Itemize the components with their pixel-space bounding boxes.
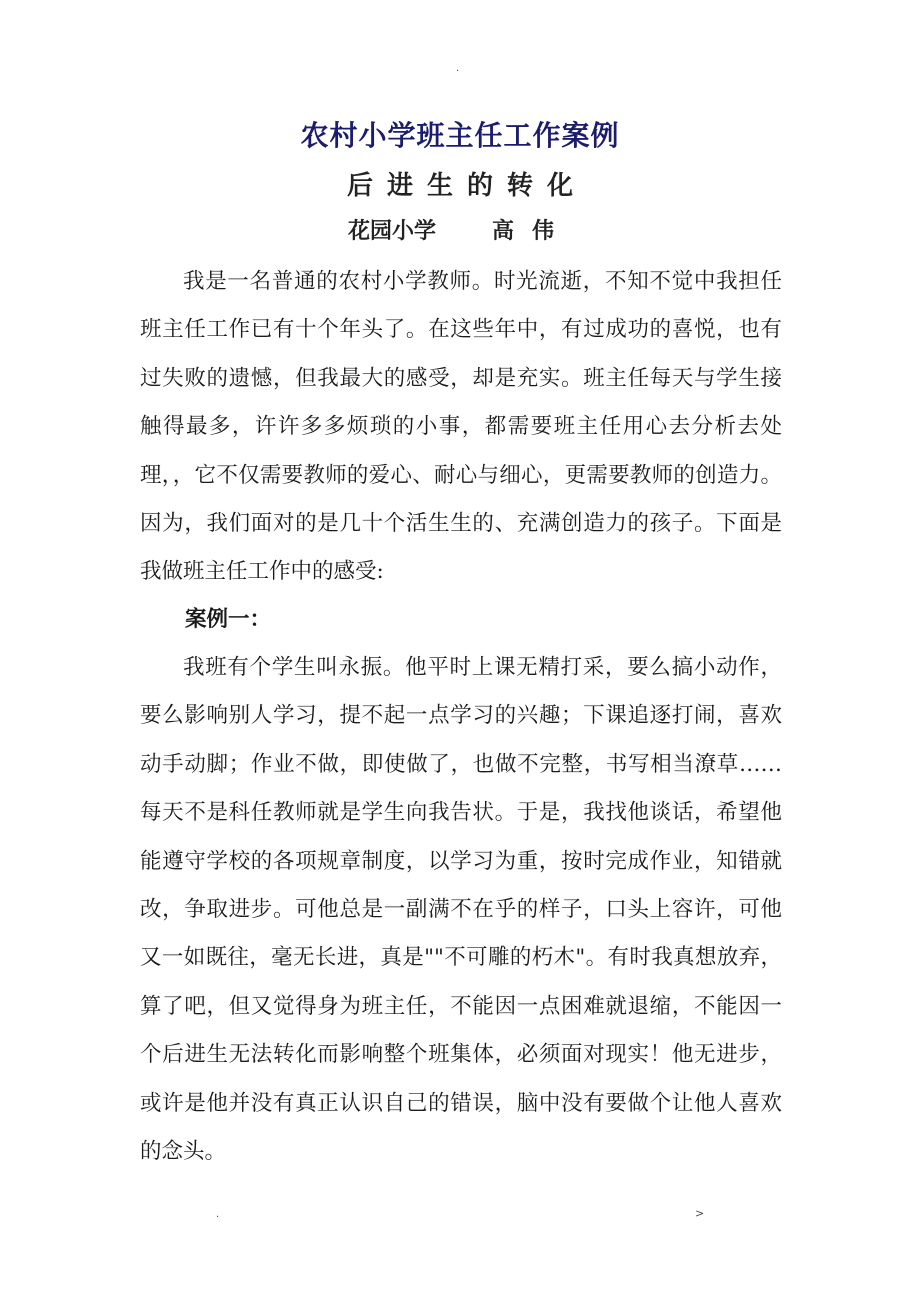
- footer-arrow-mark: >: [695, 1207, 705, 1220]
- byline: [0, 213, 920, 249]
- school-name: 花园小学: [347, 218, 436, 244]
- case-heading: 案例一：: [185, 607, 272, 632]
- document-title: 农村小学班主任工作案例: [300, 119, 620, 152]
- footer-dot-mark: .: [216, 1209, 220, 1220]
- intro-paragraph: 我是一名普通的农村小学教师。时光流逝，不知不觉中我担任班主任工作已有十个年头了。在这些年中，有过成功的喜悦，也有过失败的遗憾，但我最大的感受，却是充实。班主任每天与学生接触得最多，许许多多烦琐的小事，都需要班主任用心去分析去处理，，它不仅需要教师的爱心、耐心与细心，更需要教师的创造力。因为，我们面对的是几十个活生生的、充满创造力的孩子。下面是我做班主任工作中的感受:: [140, 269, 782, 585]
- author-name: 高伟: [492, 218, 573, 244]
- case-paragraph: 我班有个学生叫永振。他平时上课无精打采，要么搞小动作，要么影响别人学习，提不起一点学习的兴趣；下课追逐打闹，喜欢动手动脚；作业不做，即使做了，也做不完整，书写相当潦草……每天不是科任教师就是学生向我告状。于是，我找他谈话，希望他能遵守学校的各项规章制度，以学习为重，按时完成作业，知错就改，争取进步。可他总是一副满不在乎的样子，口头上容许，可他又一如既往，毫无长进，真是""不可雕的朽木"。有时我真想放弃，算了吧，但又觉得身为班主任，不能因一点困难就退缩，不能因一个后进生无法转化而影响整个班集体，必须面对现实！他无进步，或许是他并没有真正认识自己的错误，脑中没有要做个让他人喜欢的念头。: [140, 655, 782, 1165]
- header-dot-mark: .: [456, 63, 460, 74]
- document-subtitle: 后进生的转化: [346, 171, 587, 201]
